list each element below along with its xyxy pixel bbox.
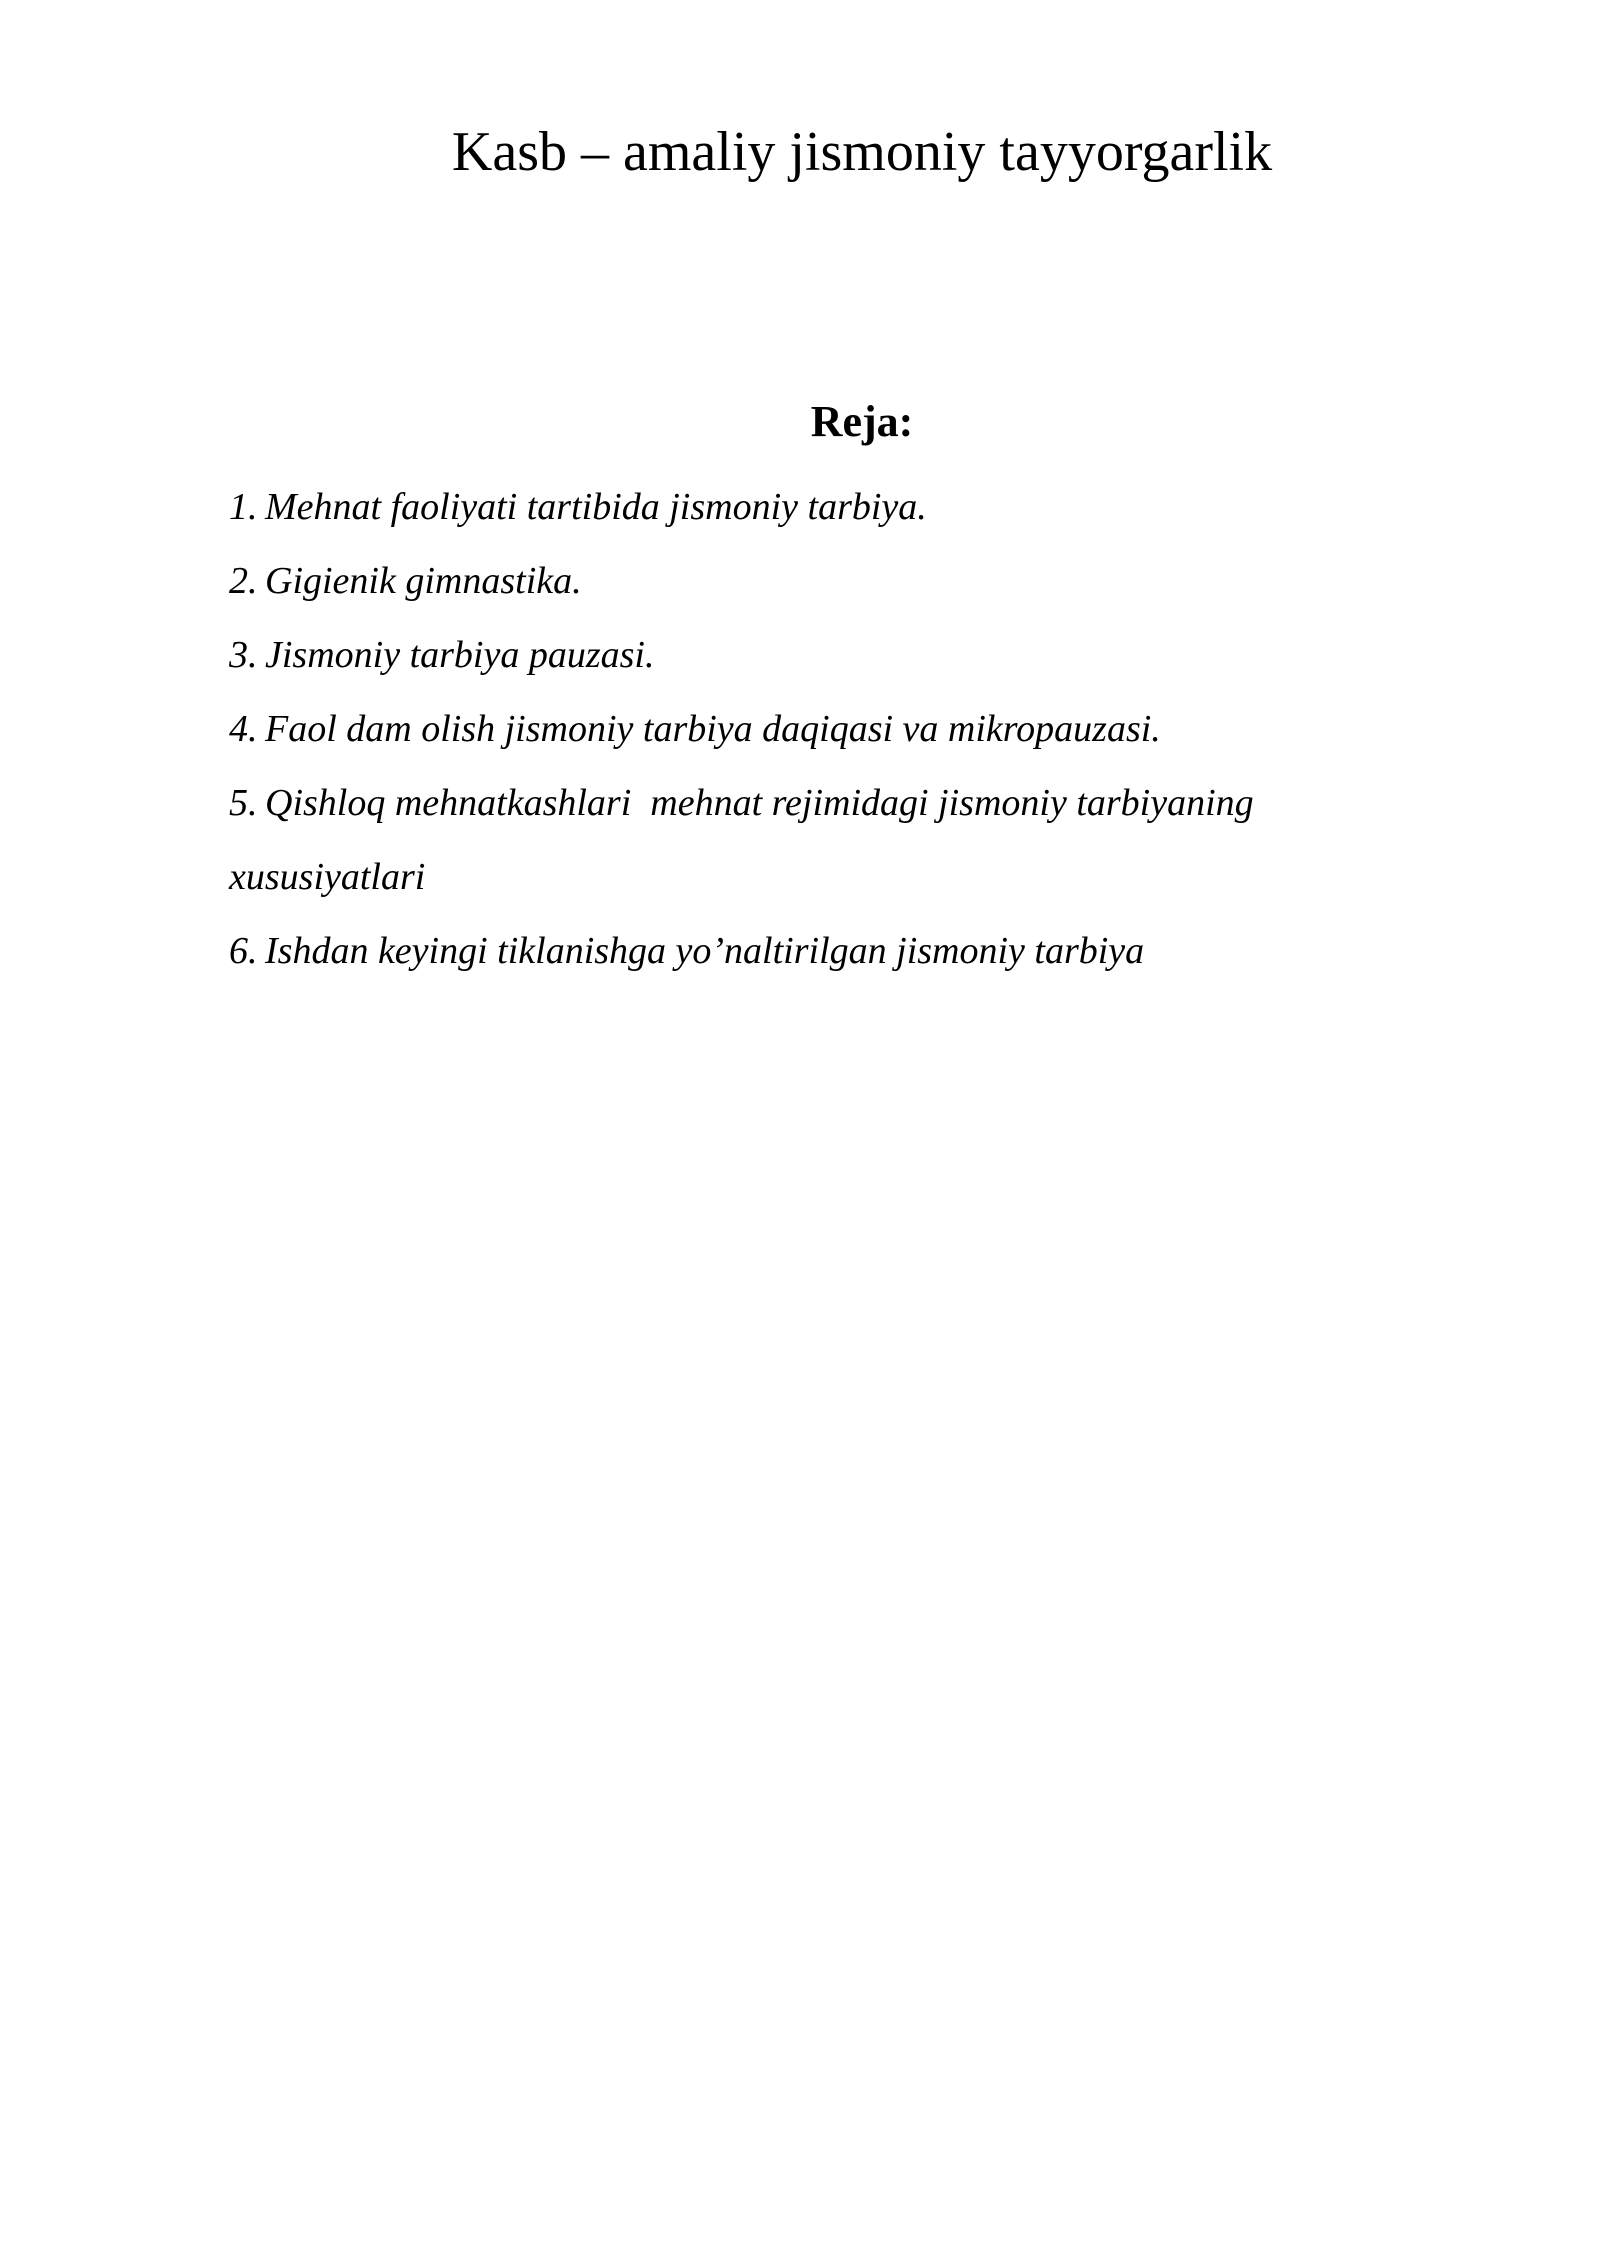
plan-item-1	[229, 470, 1429, 544]
plan-item-text: Gigienik gimnastika.	[265, 560, 582, 602]
plan-item-5	[229, 766, 1429, 840]
plan-item-number: 3.	[229, 634, 258, 676]
plan-item-text: Ishdan keyingi tiklanishga yo’naltirilgan jismoniy tarbiya	[265, 930, 1145, 972]
plan-list	[229, 470, 1429, 988]
plan-item-5-continuation	[229, 840, 1429, 914]
plan-item-number: 6.	[229, 930, 258, 972]
plan-item-4	[229, 692, 1429, 766]
plan-item-number: 2.	[229, 560, 258, 602]
plan-item-text: Faol dam olish jismoniy tarbiya daqiqasi va mikropauzasi.	[265, 708, 1161, 750]
plan-item-number: 1.	[229, 486, 258, 528]
plan-item-text: Mehnat faoliyati tartibida jismoniy tarbiya.	[265, 486, 927, 528]
plan-item-text: Jismoniy tarbiya pauzasi.	[265, 634, 655, 676]
plan-heading: Reja:	[810, 397, 914, 446]
plan-item-text: Qishloq mehnatkashlari mehnat rejimidagi jismoniy tarbiyaning	[265, 782, 1254, 824]
plan-item-number: 4.	[229, 708, 258, 750]
document-title: Kasb – amaliy jismoniy tayyorgarlik	[451, 121, 1273, 183]
plan-item-number: 5.	[229, 782, 258, 824]
plan-item-2	[229, 544, 1429, 618]
plan-item-text: xususiyatlari	[229, 856, 426, 898]
plan-item-3	[229, 618, 1429, 692]
plan-item-6	[229, 914, 1429, 988]
